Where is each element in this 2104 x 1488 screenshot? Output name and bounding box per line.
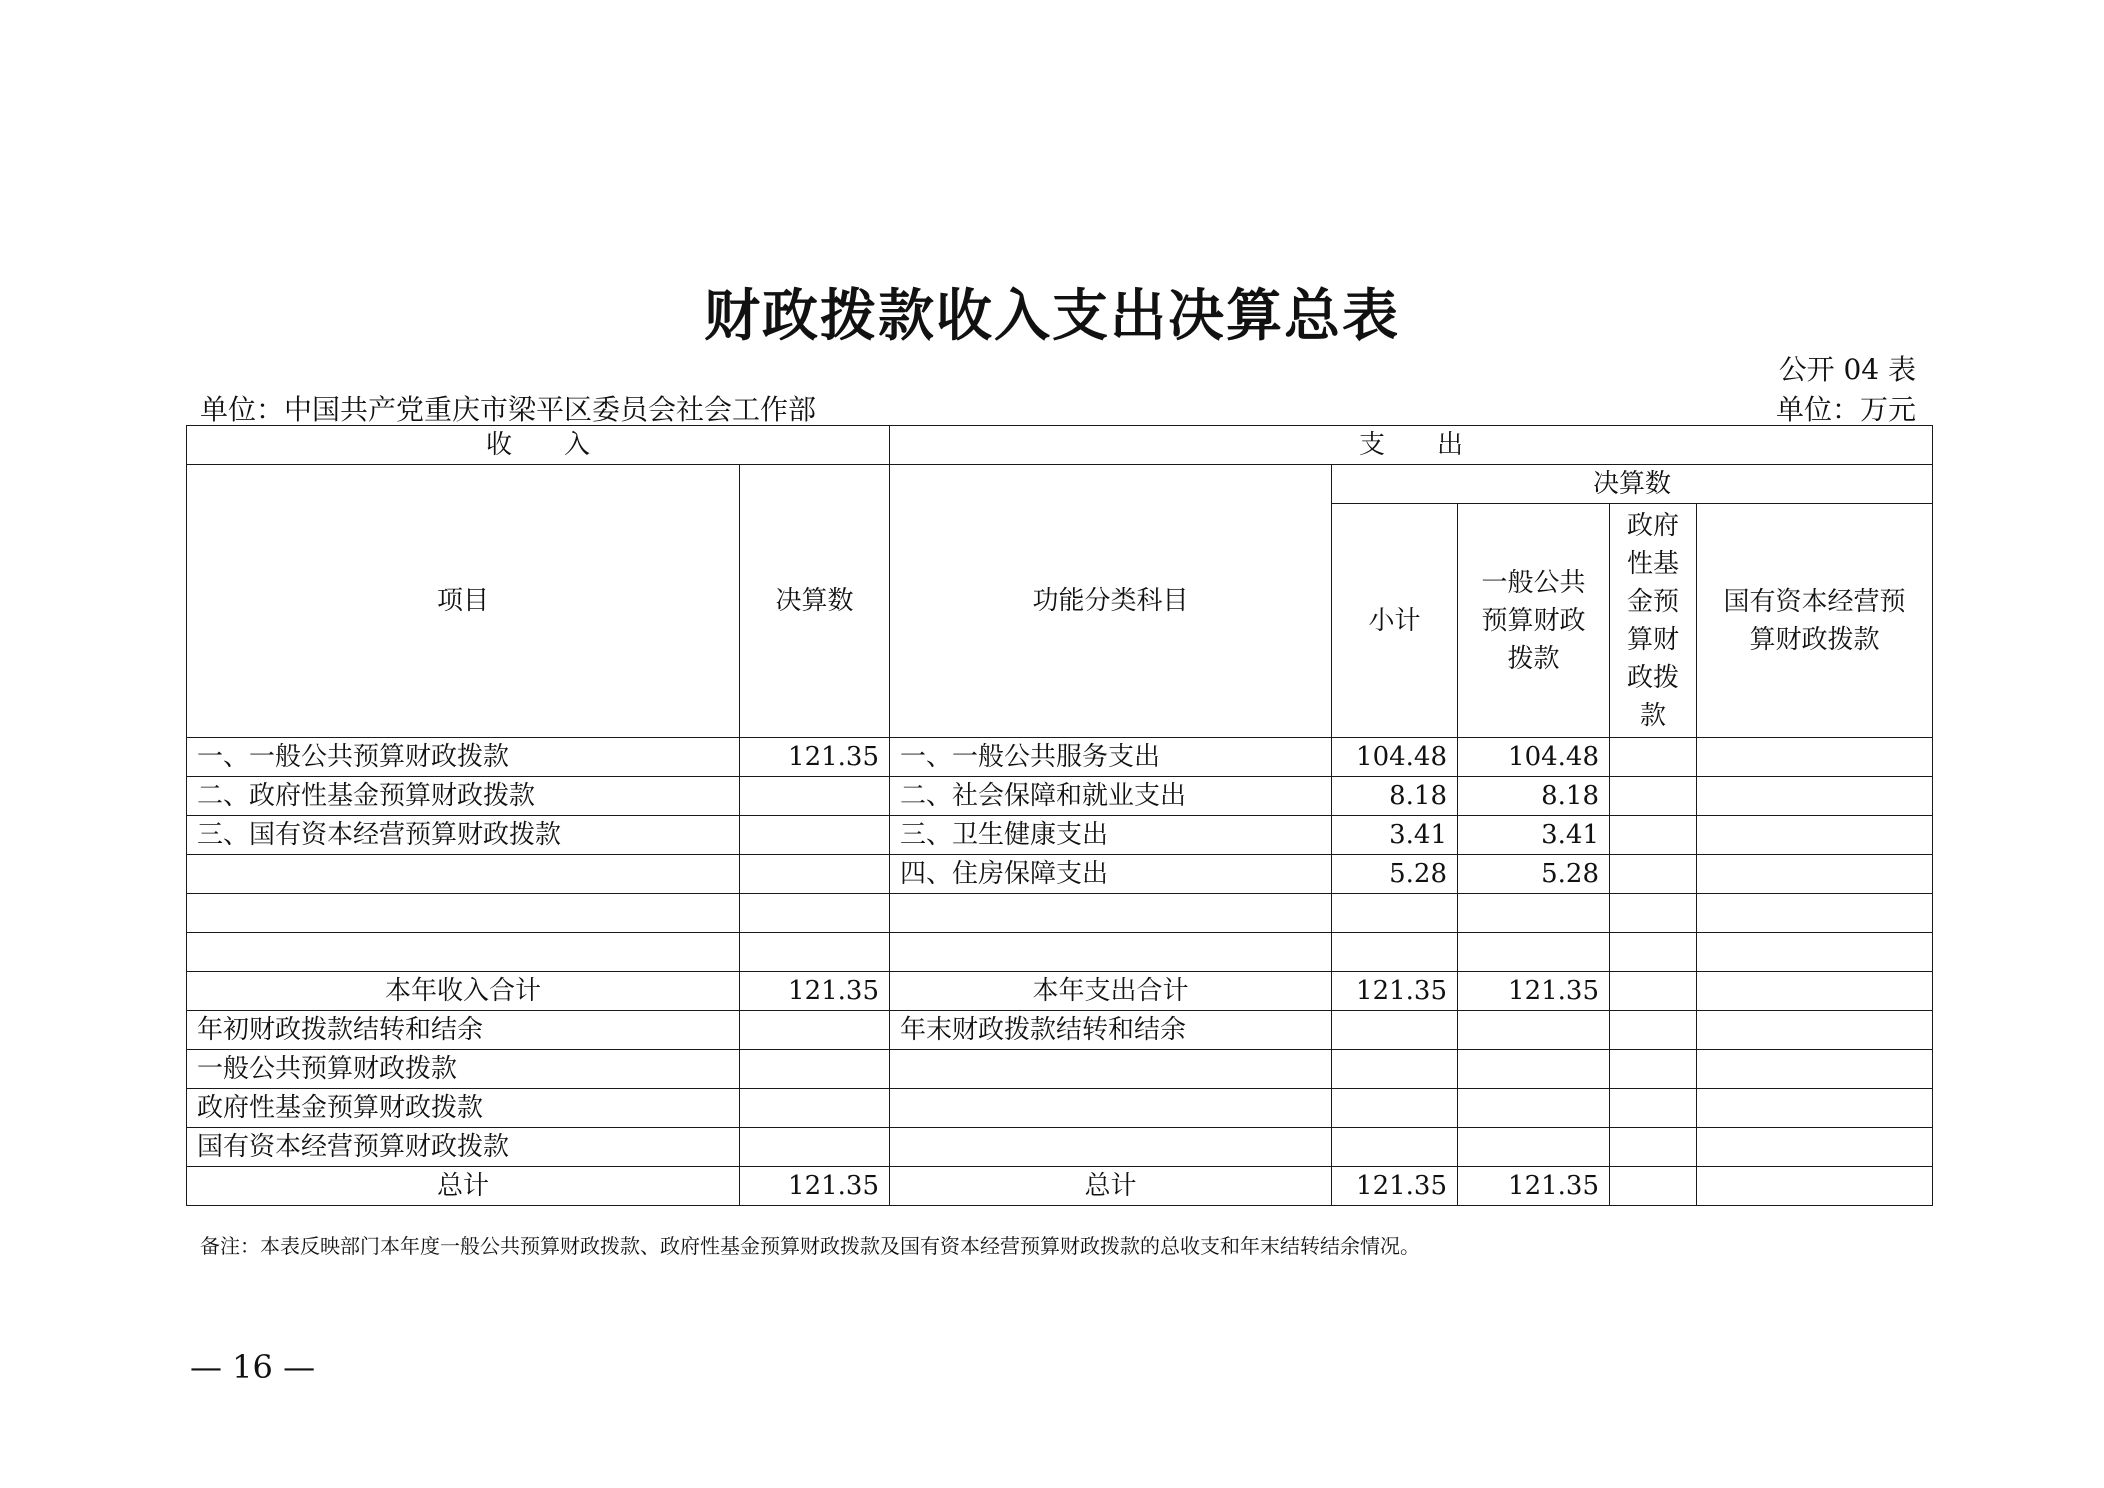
header-expense: 支 出 <box>890 426 1933 465</box>
expense-subtotal <box>1332 1089 1458 1128</box>
income-amount <box>740 894 890 933</box>
income-item: 一般公共预算财政拨款 <box>187 1050 740 1089</box>
unit-organization: 单位：中国共产党重庆市梁平区委员会社会工作部 <box>200 393 817 426</box>
expense-item: 一、一般公共服务支出 <box>890 738 1332 777</box>
income-amount <box>740 1050 890 1089</box>
expense-item: 总计 <box>890 1167 1332 1206</box>
expense-gov-fund <box>1610 855 1697 894</box>
page-title: 财政拨款收入支出决算总表 <box>704 283 1400 349</box>
expense-subtotal <box>1332 1011 1458 1050</box>
income-item: 年初财政拨款结转和结余 <box>187 1011 740 1050</box>
table-row <box>187 738 1933 777</box>
expense-item <box>890 894 1332 933</box>
expense-general <box>1458 1011 1610 1050</box>
expense-gov-fund <box>1610 933 1697 972</box>
table-row <box>187 855 1933 894</box>
income-amount: 121.35 <box>740 738 890 777</box>
income-amount: 121.35 <box>740 972 890 1011</box>
header-income-amount: 决算数 <box>740 465 890 738</box>
expense-general <box>1458 1128 1610 1167</box>
expense-gov-fund <box>1610 894 1697 933</box>
income-item: 政府性基金预算财政拨款 <box>187 1089 740 1128</box>
page-number: — 16 — <box>190 1348 316 1386</box>
expense-general: 121.35 <box>1458 1167 1610 1206</box>
income-item: 国有资本经营预算财政拨款 <box>187 1128 740 1167</box>
expense-subtotal <box>1332 1050 1458 1089</box>
income-amount <box>740 855 890 894</box>
expense-gov-fund <box>1610 738 1697 777</box>
income-amount <box>740 777 890 816</box>
table-row <box>187 816 1933 855</box>
income-amount <box>740 1011 890 1050</box>
table-row <box>187 1089 1933 1128</box>
expense-general <box>1458 933 1610 972</box>
header-general-budget: 一般公共预算财政拨款 <box>1458 504 1610 738</box>
expense-state-capital <box>1697 1089 1933 1128</box>
expense-item: 四、住房保障支出 <box>890 855 1332 894</box>
header-subtotal: 小计 <box>1332 504 1458 738</box>
expense-state-capital <box>1697 816 1933 855</box>
header-func-category: 功能分类科目 <box>890 465 1332 738</box>
expense-gov-fund <box>1610 1089 1697 1128</box>
expense-gov-fund <box>1610 1011 1697 1050</box>
expense-general: 104.48 <box>1458 738 1610 777</box>
expense-general <box>1458 1089 1610 1128</box>
expense-general: 3.41 <box>1458 816 1610 855</box>
expense-gov-fund <box>1610 777 1697 816</box>
income-amount <box>740 816 890 855</box>
table-row <box>187 972 1933 1011</box>
expense-item <box>890 1089 1332 1128</box>
income-amount: 121.35 <box>740 1167 890 1206</box>
expense-state-capital <box>1697 933 1933 972</box>
income-item: 三、国有资本经营预算财政拨款 <box>187 816 740 855</box>
expense-subtotal: 121.35 <box>1332 1167 1458 1206</box>
expense-subtotal <box>1332 894 1458 933</box>
expense-general: 121.35 <box>1458 972 1610 1011</box>
expense-state-capital <box>1697 894 1933 933</box>
budget-table <box>186 425 1933 1206</box>
expense-item: 年末财政拨款结转和结余 <box>890 1011 1332 1050</box>
income-item <box>187 855 740 894</box>
expense-subtotal: 3.41 <box>1332 816 1458 855</box>
income-amount <box>740 933 890 972</box>
expense-item: 本年支出合计 <box>890 972 1332 1011</box>
income-amount <box>740 1089 890 1128</box>
expense-subtotal: 5.28 <box>1332 855 1458 894</box>
expense-state-capital <box>1697 972 1933 1011</box>
table-row <box>187 777 1933 816</box>
expense-state-capital <box>1697 855 1933 894</box>
table-note: 备注：本表反映部门本年度一般公共预算财政拨款、政府性基金预算财政拨款及国有资本经营预算财政拨款的总收支和年末结转结余情况。 <box>200 1234 1420 1258</box>
expense-item <box>890 933 1332 972</box>
table-row <box>187 1128 1933 1167</box>
header-item: 项目 <box>187 465 740 738</box>
expense-general: 8.18 <box>1458 777 1610 816</box>
expense-state-capital <box>1697 1128 1933 1167</box>
header-final-amount-group: 决算数 <box>1332 465 1933 504</box>
expense-general <box>1458 1050 1610 1089</box>
table-row-total <box>187 1167 1933 1206</box>
expense-gov-fund <box>1610 972 1697 1011</box>
expense-subtotal: 8.18 <box>1332 777 1458 816</box>
header-state-capital: 国有资本经营预算财政拨款 <box>1697 504 1933 738</box>
table-row <box>187 894 1933 933</box>
header-gov-fund: 政府性基金预算财政拨款 <box>1610 504 1697 738</box>
table-row <box>187 1011 1933 1050</box>
expense-general: 5.28 <box>1458 855 1610 894</box>
expense-gov-fund <box>1610 1050 1697 1089</box>
expense-item: 三、卫生健康支出 <box>890 816 1332 855</box>
expense-subtotal <box>1332 1128 1458 1167</box>
expense-subtotal: 121.35 <box>1332 972 1458 1011</box>
expense-subtotal: 104.48 <box>1332 738 1458 777</box>
unit-currency: 单位：万元 <box>1775 393 1916 426</box>
expense-item <box>890 1128 1332 1167</box>
expense-gov-fund <box>1610 1128 1697 1167</box>
expense-gov-fund <box>1610 1167 1697 1206</box>
expense-item <box>890 1050 1332 1089</box>
table-row <box>187 1050 1933 1089</box>
expense-state-capital <box>1697 1167 1933 1206</box>
table-row <box>187 933 1933 972</box>
expense-state-capital <box>1697 1050 1933 1089</box>
header-income: 收 入 <box>187 426 890 465</box>
expense-general <box>1458 894 1610 933</box>
income-item: 总计 <box>187 1167 740 1206</box>
income-amount <box>740 1128 890 1167</box>
income-item <box>187 933 740 972</box>
expense-item: 二、社会保障和就业支出 <box>890 777 1332 816</box>
income-item <box>187 894 740 933</box>
table-code: 公开 04 表 <box>1778 353 1916 386</box>
expense-gov-fund <box>1610 816 1697 855</box>
expense-state-capital <box>1697 777 1933 816</box>
expense-subtotal <box>1332 933 1458 972</box>
expense-state-capital <box>1697 1011 1933 1050</box>
income-item: 本年收入合计 <box>187 972 740 1011</box>
income-item: 二、政府性基金预算财政拨款 <box>187 777 740 816</box>
income-item: 一、一般公共预算财政拨款 <box>187 738 740 777</box>
expense-state-capital <box>1697 738 1933 777</box>
